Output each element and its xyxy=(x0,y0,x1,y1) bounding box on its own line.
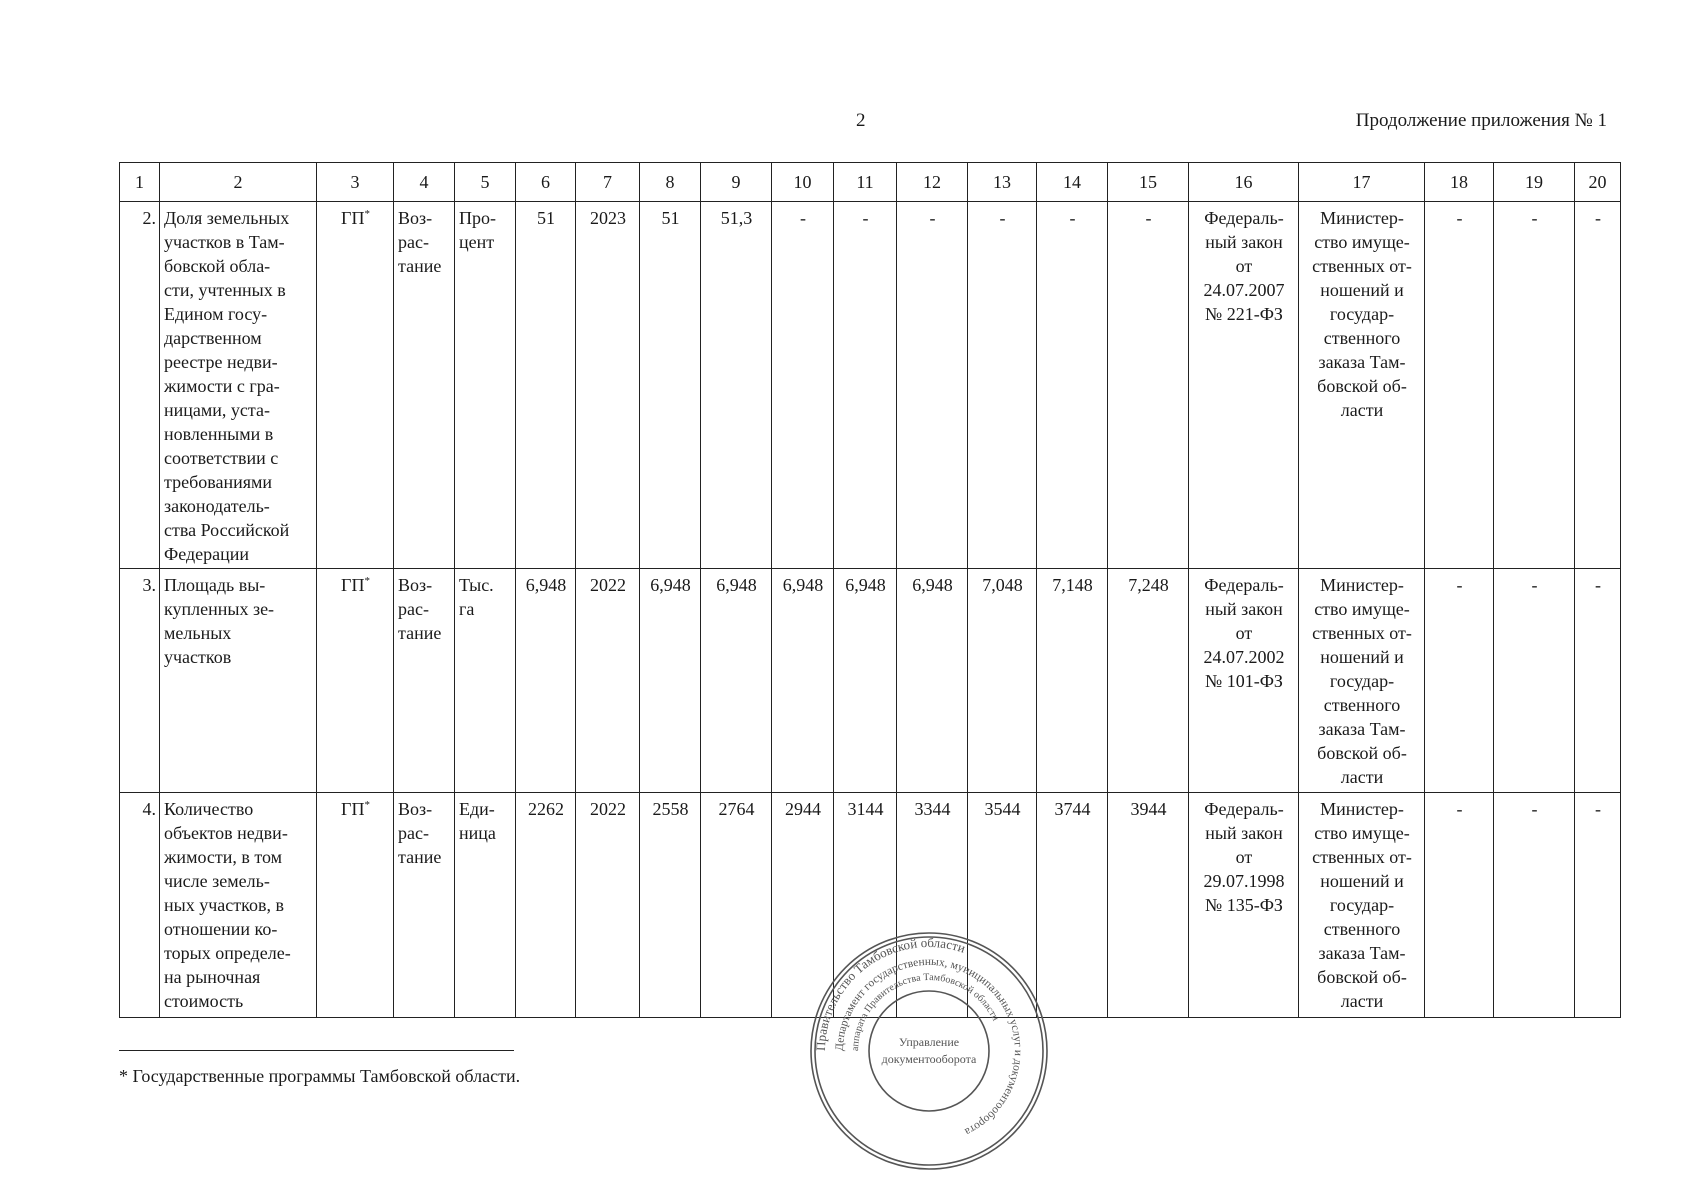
cell: 51 xyxy=(640,202,701,569)
cell: - xyxy=(1425,569,1494,793)
cell: - xyxy=(1494,569,1575,793)
program-type-cell xyxy=(317,793,394,1018)
stamp-inner-text: аппарата Правительства Тамбовской области xyxy=(849,971,1001,1052)
cell: - xyxy=(1575,569,1621,793)
cell: 6,948 xyxy=(772,569,834,793)
direction: Воз- рас- тание xyxy=(394,202,455,569)
table-row xyxy=(120,202,1621,569)
column-header: 9 xyxy=(701,163,772,202)
cell: 51,3 xyxy=(701,202,772,569)
column-header: 18 xyxy=(1425,163,1494,202)
cell: 7,148 xyxy=(1037,569,1108,793)
indicator-name: Доля земельных участков в Там- бовской обла- сти, учтенных в Едином госу- дарственном реестре недви- жимости с гра- ницами, уста- новленными в соответствии с требованиями законодатель- ства Российской Федерации xyxy=(160,202,317,569)
responsible-org: Министер- ство имуще- ственных от- ношений и государ- ственного заказа Там- бовской об- ласти xyxy=(1299,793,1425,1018)
cell: 7,248 xyxy=(1108,569,1189,793)
cell: - xyxy=(1425,202,1494,569)
header-row xyxy=(120,163,1621,202)
footnote-divider xyxy=(119,1050,514,1051)
table-row xyxy=(120,569,1621,793)
legal-basis: Федераль- ный закон от 24.07.2002 № 101-ФЗ xyxy=(1189,569,1299,793)
column-header: 17 xyxy=(1299,163,1425,202)
footnote-mark: * xyxy=(364,208,370,220)
cell: - xyxy=(834,202,897,569)
column-header: 2 xyxy=(160,163,317,202)
cell: - xyxy=(1108,202,1189,569)
legal-basis: Федераль- ный закон от 24.07.2007 № 221-ФЗ xyxy=(1189,202,1299,569)
column-header: 7 xyxy=(576,163,640,202)
cell: - xyxy=(897,202,968,569)
page-number: 2 xyxy=(856,110,866,131)
legal-basis: Федераль- ный закон от 29.07.1998 № 135-ФЗ xyxy=(1189,793,1299,1018)
footnote: * Государственные программы Тамбовской области. xyxy=(119,1066,521,1086)
column-header: 12 xyxy=(897,163,968,202)
indicator-name: Количество объектов недви- жимости, в том числе земель- ных участков, в отношении ко- торых определе- на рыночная стоимость xyxy=(160,793,317,1018)
indicator-name: Площадь вы- купленных зе- мельных участков xyxy=(160,569,317,793)
cell: 2023 xyxy=(576,202,640,569)
cell: 2022 xyxy=(576,793,640,1018)
cell: 6,948 xyxy=(701,569,772,793)
cell: 2944 xyxy=(772,793,834,1018)
cell: - xyxy=(968,202,1037,569)
cell: 6,948 xyxy=(640,569,701,793)
cell: 2262 xyxy=(516,793,576,1018)
column-header: 16 xyxy=(1189,163,1299,202)
column-header: 20 xyxy=(1575,163,1621,202)
cell: 6,948 xyxy=(834,569,897,793)
cell: 2764 xyxy=(701,793,772,1018)
stamp-center-line1: Управление xyxy=(898,1035,960,1049)
program-type: ГП xyxy=(341,208,365,228)
stamp-outer-text: Правительство Тамбовской области xyxy=(812,934,968,1052)
column-header: 8 xyxy=(640,163,701,202)
row-number: 3. xyxy=(120,569,160,793)
cell: 3944 xyxy=(1108,793,1189,1018)
program-type-cell xyxy=(317,202,394,569)
program-type: ГП xyxy=(341,799,365,819)
responsible-org: Министер- ство имуще- ственных от- ношений и государ- ственного заказа Там- бовской об- ласти xyxy=(1299,569,1425,793)
cell: - xyxy=(1037,202,1108,569)
program-type-cell xyxy=(317,569,394,793)
cell: - xyxy=(1494,202,1575,569)
cell: 6,948 xyxy=(897,569,968,793)
cell: 3744 xyxy=(1037,793,1108,1018)
column-header: 15 xyxy=(1108,163,1189,202)
column-header: 19 xyxy=(1494,163,1575,202)
row-number: 4. xyxy=(120,793,160,1018)
cell: 3144 xyxy=(834,793,897,1018)
cell: 3344 xyxy=(897,793,968,1018)
column-header: 6 xyxy=(516,163,576,202)
appendix-label: Продолжение приложения № 1 xyxy=(1355,110,1607,131)
cell: - xyxy=(1575,202,1621,569)
unit: Про- цент xyxy=(455,202,516,569)
cell: - xyxy=(772,202,834,569)
column-header: 13 xyxy=(968,163,1037,202)
column-header: 1 xyxy=(120,163,160,202)
cell: 7,048 xyxy=(968,569,1037,793)
column-header: 3 xyxy=(317,163,394,202)
cell: 6,948 xyxy=(516,569,576,793)
footnote-mark: * xyxy=(364,575,370,587)
cell: - xyxy=(1425,793,1494,1018)
column-header: 11 xyxy=(834,163,897,202)
cell: 2022 xyxy=(576,569,640,793)
row-number: 2. xyxy=(120,202,160,569)
unit: Еди- ница xyxy=(455,793,516,1018)
program-type: ГП xyxy=(341,575,365,595)
cell: - xyxy=(1494,793,1575,1018)
direction: Воз- рас- тание xyxy=(394,569,455,793)
responsible-org: Министер- ство имуще- ственных от- ношений и государ- ственного заказа Там- бовской об- ласти xyxy=(1299,202,1425,569)
column-header: 14 xyxy=(1037,163,1108,202)
indicators-table xyxy=(119,162,1621,1018)
cell: - xyxy=(1575,793,1621,1018)
cell: 2558 xyxy=(640,793,701,1018)
direction: Воз- рас- тание xyxy=(394,793,455,1018)
official-stamp xyxy=(808,930,1050,1172)
unit: Тыс. га xyxy=(455,569,516,793)
footnote-mark: * xyxy=(364,799,370,811)
stamp-ring-text: Департамент государственных, муниципальных услуг и документооборота xyxy=(833,955,1025,1138)
column-header: 5 xyxy=(455,163,516,202)
column-header: 10 xyxy=(772,163,834,202)
stamp-center-line2: документооборота xyxy=(881,1052,977,1066)
cell: 51 xyxy=(516,202,576,569)
cell: 3544 xyxy=(968,793,1037,1018)
column-header: 4 xyxy=(394,163,455,202)
